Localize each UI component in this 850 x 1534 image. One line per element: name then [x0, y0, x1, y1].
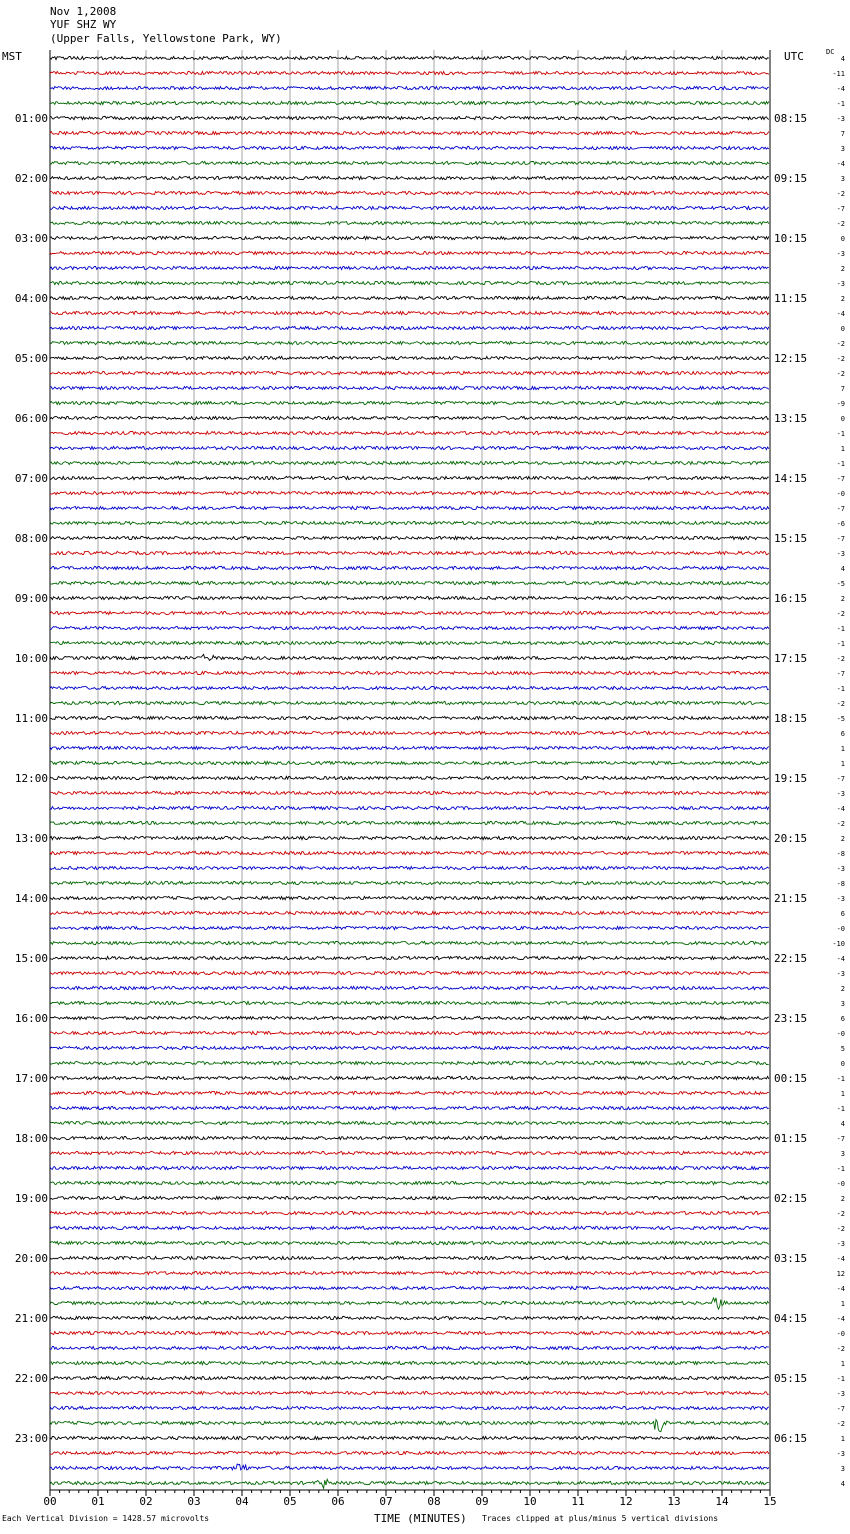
seismic-trace — [50, 146, 769, 149]
seismic-trace — [50, 371, 769, 374]
dc-offset-value: -2 — [836, 700, 845, 708]
dc-offset-value: -3 — [836, 250, 845, 258]
dc-offset-value: 0 — [840, 235, 845, 243]
right-hour-label: 18:15 — [774, 712, 808, 725]
right-timezone-label: UTC — [784, 50, 804, 63]
seismic-trace — [50, 56, 769, 59]
dc-offset-value: -11 — [832, 70, 845, 78]
seismic-trace — [50, 836, 769, 839]
dc-offset-value: -4 — [836, 1315, 845, 1323]
x-tick-label: 10 — [523, 1495, 537, 1508]
seismic-trace — [50, 296, 769, 299]
dc-offset-value: -3 — [836, 115, 845, 123]
right-hour-label: 06:15 — [774, 1432, 808, 1445]
dc-offset-value: -0 — [836, 490, 845, 498]
x-tick-label: 11 — [571, 1495, 585, 1508]
seismic-trace — [50, 971, 769, 974]
seismic-trace — [50, 341, 769, 344]
right-hour-label: 16:15 — [774, 592, 808, 605]
seismic-trace — [50, 401, 769, 404]
dc-offset-value: 12 — [836, 1270, 845, 1278]
seismic-trace — [50, 731, 769, 734]
dc-offset-value: -3 — [836, 865, 845, 873]
seismic-trace — [50, 1286, 769, 1289]
left-timezone-label: MST — [2, 50, 22, 63]
dc-offset-value: -5 — [836, 715, 845, 723]
left-hour-label: 09:00 — [14, 592, 48, 605]
dc-offset-value: -2 — [836, 355, 845, 363]
right-hour-label: 03:15 — [774, 1252, 808, 1265]
dc-offset-value: 6 — [840, 910, 845, 918]
dc-offset-value: -2 — [836, 820, 845, 828]
dc-offset-value: -0 — [836, 1180, 845, 1188]
dc-offset-value: -1 — [836, 100, 845, 108]
dc-offset-value: -7 — [836, 775, 845, 783]
seismic-trace — [50, 1361, 769, 1364]
dc-offset-value: 3 — [840, 1000, 845, 1008]
dc-offset-value: -4 — [836, 1285, 845, 1293]
x-tick-label: 14 — [715, 1495, 729, 1508]
dc-offset-value: -1 — [836, 625, 845, 633]
vertical-division-note: Each Vertical Division = 1428.57 microvolts — [2, 1514, 210, 1523]
dc-offset-value: -7 — [836, 535, 845, 543]
left-hour-label: 12:00 — [14, 772, 48, 785]
seismic-trace — [50, 926, 769, 929]
seismic-trace — [50, 236, 769, 239]
seismic-trace — [50, 1451, 769, 1454]
seismic-trace — [50, 356, 769, 359]
x-tick-label: 02 — [139, 1495, 153, 1508]
seismic-trace — [50, 551, 769, 554]
dc-offset-value: 1 — [840, 1090, 845, 1098]
seismic-trace — [50, 1464, 769, 1470]
seismic-trace — [50, 1346, 769, 1349]
x-tick-label: 07 — [379, 1495, 393, 1508]
dc-offset-value: 4 — [840, 1480, 845, 1488]
dc-offset-value: -1 — [836, 685, 845, 693]
seismic-trace — [50, 86, 769, 89]
dc-offset-value: 2 — [840, 985, 845, 993]
dc-offset-value: 2 — [840, 295, 845, 303]
seismic-trace — [50, 1136, 769, 1139]
right-hour-label: 08:15 — [774, 112, 808, 125]
dc-offset-value: -3 — [836, 1240, 845, 1248]
dc-offset-value: -7 — [836, 1135, 845, 1143]
left-hour-label: 07:00 — [14, 472, 48, 485]
seismic-trace — [50, 431, 769, 434]
dc-offset-value: -8 — [836, 850, 845, 858]
dc-offset-value: 7 — [840, 130, 845, 138]
seismic-trace — [50, 1046, 769, 1049]
seismic-trace — [50, 686, 769, 689]
dc-offset-value: -9 — [836, 400, 845, 408]
seismic-trace — [50, 1241, 769, 1244]
dc-offset-value: 3 — [840, 175, 845, 183]
left-hour-label: 20:00 — [14, 1252, 48, 1265]
clipping-note: Traces clipped at plus/minus 5 vertical divisions — [482, 1514, 719, 1523]
dc-offset-value: -7 — [836, 475, 845, 483]
dc-offset-value: -4 — [836, 160, 845, 168]
seismic-trace — [50, 1106, 769, 1109]
left-hour-label: 02:00 — [14, 172, 48, 185]
x-tick-label: 15 — [763, 1495, 777, 1508]
seismic-trace — [50, 806, 769, 809]
seismic-trace — [50, 1436, 769, 1439]
right-hour-label: 11:15 — [774, 292, 808, 305]
seismic-trace — [50, 1181, 769, 1184]
dc-offset-value: 2 — [840, 595, 845, 603]
dc-offset-value: -1 — [836, 1165, 845, 1173]
dc-offset-value: 1 — [840, 745, 845, 753]
right-hour-label: 02:15 — [774, 1192, 808, 1205]
dc-offset-value: -4 — [836, 805, 845, 813]
left-hour-label: 05:00 — [14, 352, 48, 365]
seismic-trace — [50, 821, 769, 824]
seismic-trace — [50, 521, 769, 524]
dc-offset-value: -1 — [836, 1075, 845, 1083]
right-hour-label: 20:15 — [774, 832, 808, 845]
x-tick-label: 05 — [283, 1495, 297, 1508]
dc-offset-value: 3 — [840, 1150, 845, 1158]
x-tick-label: 00 — [43, 1495, 57, 1508]
seismic-trace — [50, 716, 769, 719]
seismic-trace — [50, 1016, 769, 1019]
right-hour-label: 12:15 — [774, 352, 808, 365]
seismic-trace — [50, 1151, 769, 1154]
dc-offset-value: -2 — [836, 340, 845, 348]
seismic-trace — [50, 326, 769, 329]
seismic-trace — [50, 896, 769, 899]
left-hour-label: 23:00 — [14, 1432, 48, 1445]
seismic-trace — [50, 116, 769, 119]
right-hour-label: 15:15 — [774, 532, 808, 545]
x-tick-label: 08 — [427, 1495, 441, 1508]
seismic-trace — [50, 1166, 769, 1169]
dc-offset-value: -3 — [836, 790, 845, 798]
seismic-trace — [50, 476, 769, 479]
dc-offset-value: -0 — [836, 1030, 845, 1038]
dc-offset-value: -3 — [836, 970, 845, 978]
seismic-trace — [50, 1406, 769, 1409]
dc-offset-value: -2 — [836, 370, 845, 378]
right-hour-label: 14:15 — [774, 472, 808, 485]
seismic-trace — [50, 654, 769, 660]
left-hour-label: 17:00 — [14, 1072, 48, 1085]
dc-offset-value: -7 — [836, 1405, 845, 1413]
dc-offset-value: 1 — [840, 445, 845, 453]
seismic-trace — [50, 416, 769, 419]
dc-offset-value: 2 — [840, 1195, 845, 1203]
dc-offset-value: -7 — [836, 205, 845, 213]
dc-offset-value: 1 — [840, 1360, 845, 1368]
dc-offset-value: 1 — [840, 1300, 845, 1308]
dc-offset-value: 7 — [840, 385, 845, 393]
left-hour-label: 01:00 — [14, 112, 48, 125]
left-hour-label: 11:00 — [14, 712, 48, 725]
dc-offset-value: 0 — [840, 325, 845, 333]
dc-offset-value: 0 — [840, 415, 845, 423]
right-hour-label: 09:15 — [774, 172, 808, 185]
dc-offset-value: 5 — [840, 1045, 845, 1053]
dc-offset-value: -3 — [836, 280, 845, 288]
right-hour-label: 00:15 — [774, 1072, 808, 1085]
seismic-trace — [50, 566, 769, 569]
seismic-trace — [50, 101, 769, 104]
dc-offset-value: -1 — [836, 430, 845, 438]
seismic-trace — [50, 881, 769, 884]
dc-offset-value: -10 — [832, 940, 845, 948]
seismic-trace — [50, 281, 769, 284]
right-hour-label: 17:15 — [774, 652, 808, 665]
seismic-trace — [50, 536, 769, 539]
seismic-trace — [50, 1479, 769, 1488]
left-hour-label: 13:00 — [14, 832, 48, 845]
seismic-trace — [50, 596, 769, 599]
right-hour-label: 19:15 — [774, 772, 808, 785]
dc-offset-value: -2 — [836, 1225, 845, 1233]
right-hour-label: 10:15 — [774, 232, 808, 245]
dc-offset-value: -1 — [836, 640, 845, 648]
seismic-trace — [50, 671, 769, 674]
seismic-trace — [50, 71, 769, 74]
left-hour-label: 18:00 — [14, 1132, 48, 1145]
station-location: (Upper Falls, Yellowstone Park, WY) — [50, 32, 282, 45]
dc-offset-value: -3 — [836, 1450, 845, 1458]
seismic-trace — [50, 641, 769, 644]
dc-offset-value: -0 — [836, 1330, 845, 1338]
dc-offset-value: -8 — [836, 880, 845, 888]
seismic-trace — [50, 626, 769, 629]
left-hour-label: 06:00 — [14, 412, 48, 425]
seismic-trace — [50, 206, 769, 209]
seismic-trace — [50, 491, 769, 494]
dc-offset-value: -2 — [836, 1420, 845, 1428]
dc-offset-value: -3 — [836, 550, 845, 558]
seismic-trace — [50, 1061, 769, 1064]
seismic-trace — [50, 251, 769, 254]
dc-offset-value: -4 — [836, 955, 845, 963]
seismic-trace — [50, 851, 769, 854]
seismic-trace — [50, 761, 769, 764]
left-hour-label: 22:00 — [14, 1372, 48, 1385]
dc-offset-value: 3 — [840, 145, 845, 153]
x-tick-label: 12 — [619, 1495, 633, 1508]
seismic-trace — [50, 1298, 769, 1309]
left-hour-label: 04:00 — [14, 292, 48, 305]
x-tick-label: 09 — [475, 1495, 489, 1508]
seismic-trace — [50, 1031, 769, 1034]
seismic-trace — [50, 386, 769, 389]
seismic-trace — [50, 461, 769, 464]
seismic-trace — [50, 446, 769, 449]
dc-offset-value: -7 — [836, 670, 845, 678]
x-tick-label: 03 — [187, 1495, 201, 1508]
dc-offset-value: -2 — [836, 655, 845, 663]
left-hour-label: 16:00 — [14, 1012, 48, 1025]
seismic-trace — [50, 506, 769, 509]
left-hour-label: 08:00 — [14, 532, 48, 545]
seismic-trace — [50, 1420, 769, 1432]
left-hour-label: 14:00 — [14, 892, 48, 905]
dc-offset-value: 4 — [840, 565, 845, 573]
right-hour-label: 22:15 — [774, 952, 808, 965]
left-hour-label: 10:00 — [14, 652, 48, 665]
seismic-trace — [50, 701, 769, 704]
seismic-trace — [50, 1121, 769, 1124]
seismic-trace — [50, 941, 769, 944]
dc-offset-value: 0 — [840, 1060, 845, 1068]
dc-offset-value: -2 — [836, 190, 845, 198]
dc-offset-value: -1 — [836, 460, 845, 468]
seismic-trace — [50, 746, 769, 749]
right-hour-label: 01:15 — [774, 1132, 808, 1145]
seismic-trace — [50, 1316, 769, 1319]
x-tick-label: 06 — [331, 1495, 345, 1508]
seismic-trace — [50, 221, 769, 224]
seismic-trace — [50, 1376, 769, 1379]
seismic-trace — [50, 1391, 769, 1394]
x-tick-label: 13 — [667, 1495, 681, 1508]
left-hour-label: 21:00 — [14, 1312, 48, 1325]
seismic-trace — [50, 776, 769, 779]
dc-offset-value: 6 — [840, 1015, 845, 1023]
dc-offset-value: 1 — [840, 760, 845, 768]
dc-offset-value: -3 — [836, 895, 845, 903]
dc-offset-value: -2 — [836, 1345, 845, 1353]
dc-offset-value: -2 — [836, 610, 845, 618]
dc-offset-value: 4 — [840, 55, 845, 63]
dc-offset-value: 3 — [840, 1465, 845, 1473]
dc-offset-value: 2 — [840, 265, 845, 273]
left-hour-label: 19:00 — [14, 1192, 48, 1205]
seismic-trace — [50, 131, 769, 134]
x-tick-label: 04 — [235, 1495, 249, 1508]
dc-offset-value: -7 — [836, 505, 845, 513]
right-hour-label: 23:15 — [774, 1012, 808, 1025]
right-hour-label: 21:15 — [774, 892, 808, 905]
seismic-trace — [50, 956, 769, 959]
seismic-trace — [50, 611, 769, 614]
right-hour-label: 05:15 — [774, 1372, 808, 1385]
dc-offset-header: DC — [826, 48, 835, 56]
seismic-trace — [50, 1091, 769, 1094]
seismic-trace — [50, 1226, 769, 1229]
chart-date: Nov 1,2008 — [50, 5, 117, 18]
seismic-trace — [50, 1001, 769, 1004]
dc-offset-value: -1 — [836, 1375, 845, 1383]
seismic-trace — [50, 1256, 769, 1259]
dc-offset-value: -3 — [836, 1390, 845, 1398]
right-hour-label: 04:15 — [774, 1312, 808, 1325]
station-code: YUF SHZ WY — [50, 18, 117, 31]
dc-offset-value: -4 — [836, 85, 845, 93]
dc-offset-value: -4 — [836, 310, 845, 318]
dc-offset-value: -1 — [836, 1105, 845, 1113]
seismic-trace — [50, 986, 769, 989]
seismic-trace — [50, 266, 769, 269]
dc-offset-value: -2 — [836, 1210, 845, 1218]
dc-offset-value: -5 — [836, 580, 845, 588]
dc-offset-value: -6 — [836, 520, 845, 528]
dc-offset-value: 4 — [840, 1120, 845, 1128]
seismic-trace — [50, 176, 769, 179]
right-hour-label: 13:15 — [774, 412, 808, 425]
seismic-trace — [50, 1271, 769, 1274]
dc-offset-value: 2 — [840, 835, 845, 843]
seismic-trace — [50, 1331, 769, 1334]
seismic-trace — [50, 1211, 769, 1214]
dc-offset-value: 6 — [840, 730, 845, 738]
x-axis-title: TIME (MINUTES) — [374, 1512, 467, 1525]
dc-offset-value: -0 — [836, 925, 845, 933]
seismic-trace — [50, 191, 769, 194]
seismic-trace — [50, 161, 769, 164]
seismic-trace — [50, 791, 769, 794]
left-hour-label: 15:00 — [14, 952, 48, 965]
dc-offset-value: -4 — [836, 1255, 845, 1263]
seismic-trace — [50, 311, 769, 314]
seismic-trace — [50, 581, 769, 584]
seismic-trace — [50, 911, 769, 914]
seismic-trace — [50, 866, 769, 869]
dc-offset-value: -2 — [836, 220, 845, 228]
dc-offset-value: 1 — [840, 1435, 845, 1443]
seismic-trace — [50, 1076, 769, 1079]
seismic-trace — [50, 1196, 769, 1199]
left-hour-label: 03:00 — [14, 232, 48, 245]
x-tick-label: 01 — [91, 1495, 105, 1508]
